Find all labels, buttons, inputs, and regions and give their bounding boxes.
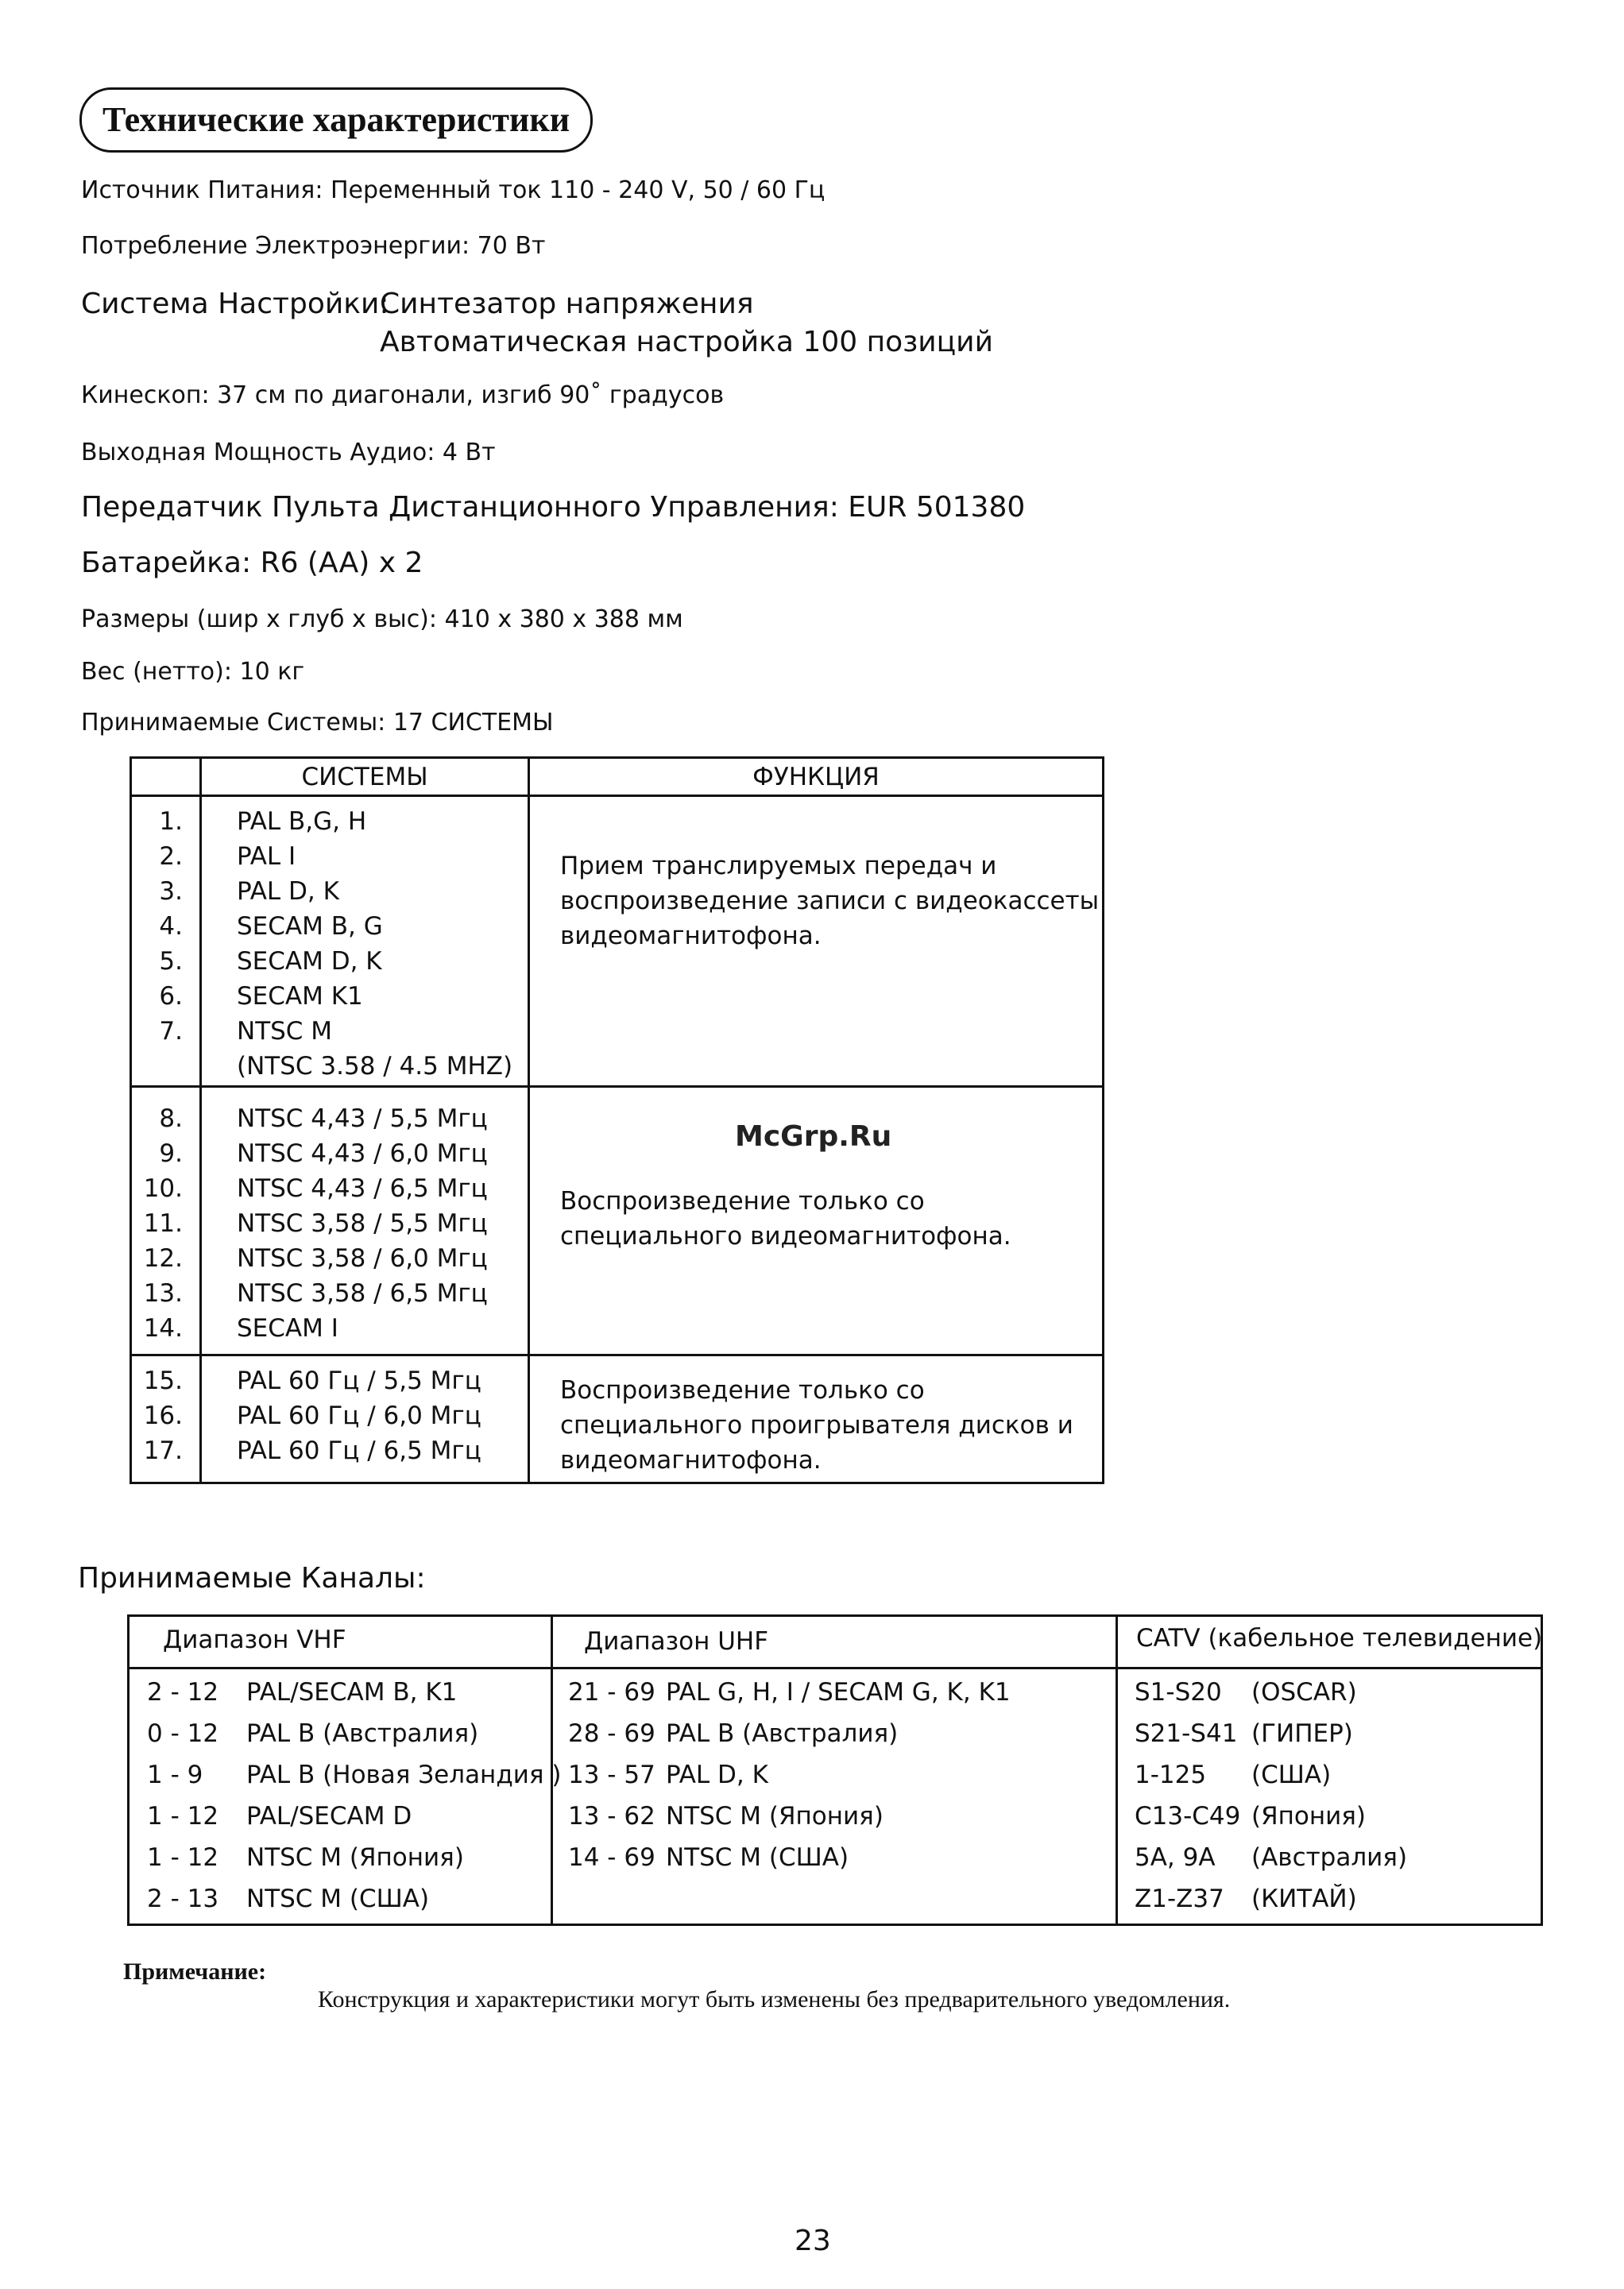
note-text: Конструкция и характеристики могут быть изменены без предварительного уведомления. [318,1986,1231,2013]
uhf-range: 14 - 69 [568,1843,655,1872]
spec-tuning-label: Система Настройки: [81,288,389,320]
catv-system: (КИТАЙ) [1251,1885,1357,1913]
catv-system: (ГИПЕР) [1251,1719,1353,1748]
vhf-system: PAL B (Австралия) [246,1719,479,1748]
spec-picture-tube: Кинескоп: 37 см по диагонали, изгиб 90˚ градусов [81,381,725,409]
vhf-range: 1 - 12 [147,1802,219,1831]
system-name: NTSC 3,58 / 6,5 Мгц [237,1279,488,1308]
vhf-range: 1 - 9 [147,1761,203,1789]
spec-battery: Батарейка: R6 (AA) x 2 [81,547,423,579]
system-name: NTSC 4,43 / 6,5 Мгц [237,1174,488,1203]
uhf-system: PAL D, K [666,1761,768,1789]
function-header: ФУНКЦИЯ [752,763,880,791]
system-name: PAL B,G, H [237,807,367,836]
table-divider [199,756,202,1484]
uhf-system: NTSC M (США) [666,1843,849,1872]
vhf-range: 2 - 12 [147,1678,219,1707]
vhf-range: 2 - 13 [147,1885,219,1913]
uhf-range: 13 - 62 [568,1802,655,1831]
table-divider [130,795,1104,797]
function-text: Прием транслируемых передач и [560,852,997,880]
systems-header: СИСТЕМЫ [301,763,428,791]
spec-tuning-line2: Автоматическая настройка 100 позиций [380,326,993,358]
function-text: специального видеомагнитофона. [560,1222,1011,1251]
system-name: SECAM B, G [237,912,383,941]
catv-range: Z1-Z37 [1135,1885,1224,1913]
watermark: McGrp.Ru [735,1120,892,1153]
catv-range: 5A, 9A [1135,1843,1216,1872]
system-name: NTSC 4,43 / 6,0 Мгц [237,1139,488,1168]
function-text: Воспроизведение только со [560,1187,925,1216]
system-number: 5. [159,947,183,976]
system-number: 3. [159,877,183,906]
uhf-header: Диапазон UHF [584,1627,769,1656]
note-heading: Примечание: [123,1958,267,1985]
system-number: 10. [143,1174,183,1203]
catv-system: (OSCAR) [1251,1678,1357,1707]
system-number: 12. [143,1244,183,1273]
vhf-system: PAL/SECAM D [246,1802,412,1831]
spec-power-source: Источник Питания: Переменный ток 110 - 240 V, 50 / 60 Гц [81,176,826,204]
table-divider [1116,1614,1118,1926]
catv-range: C13-C49 [1135,1802,1241,1831]
spec-remote: Передатчик Пульта Дистанционного Управления: EUR 501380 [81,491,1026,524]
system-number: 11. [143,1209,183,1238]
uhf-system: NTSC M (Япония) [666,1802,884,1831]
system-number: 16. [143,1402,183,1430]
system-number: 1. [159,807,183,836]
table-divider [528,756,530,1484]
system-name: SECAM D, K [237,947,382,976]
spec-systems: Принимаемые Системы: 17 СИСТЕМЫ [81,709,554,737]
catv-system: (Япония) [1251,1802,1367,1831]
uhf-system: PAL G, H, I / SECAM G, K, K1 [666,1678,1011,1707]
system-name: NTSC 4,43 / 5,5 Мгц [237,1104,488,1133]
system-name: SECAM I [237,1314,338,1343]
system-name: NTSC M [237,1017,333,1046]
uhf-system: PAL B (Австралия) [666,1719,899,1748]
uhf-range: 13 - 57 [568,1761,655,1789]
system-name: NTSC 3,58 / 5,5 Мгц [237,1209,488,1238]
system-number: 15. [143,1367,183,1395]
function-text: специального проигрывателя дисков и [560,1411,1073,1440]
system-name: PAL 60 Гц / 6,5 Мгц [237,1436,481,1465]
spec-power-consumption: Потребление Электроэнергии: 70 Вт [81,232,546,260]
catv-range: 1-125 [1135,1761,1207,1789]
spec-audio-output: Выходная Мощность Аудио: 4 Вт [81,439,496,466]
system-number: 4. [159,912,183,941]
vhf-system: PAL/SECAM B, K1 [246,1678,458,1707]
system-name: PAL 60 Гц / 6,0 Мгц [237,1402,481,1430]
vhf-system: PAL B (Новая Зеландия ) [246,1761,562,1789]
system-number: 6. [159,982,183,1011]
system-number: 14. [143,1314,183,1343]
channels-label: Принимаемые Каналы: [78,1562,426,1595]
catv-range: S21-S41 [1135,1719,1238,1748]
system-number: 13. [143,1279,183,1308]
vhf-range: 0 - 12 [147,1719,219,1748]
spec-weight: Вес (нетто): 10 кг [81,658,305,686]
system-number: 2. [159,842,183,871]
table-divider [130,1085,1104,1088]
table-divider [127,1667,1543,1669]
catv-range: S1-S20 [1135,1678,1222,1707]
system-name: NTSC 3,58 / 6,0 Мгц [237,1244,488,1273]
table-divider [130,1354,1104,1356]
page-number: 23 [795,2225,831,2257]
system-number: 17. [143,1436,183,1465]
catv-system: (Австралия) [1251,1843,1408,1872]
function-text: воспроизведение записи с видеокассеты [560,887,1100,915]
uhf-range: 28 - 69 [568,1719,655,1748]
system-name: (NTSC 3.58 / 4.5 MHZ) [237,1052,513,1081]
vhf-range: 1 - 12 [147,1843,219,1872]
system-name: PAL 60 Гц / 5,5 Мгц [237,1367,481,1395]
system-number: 7. [159,1017,183,1046]
system-name: PAL I [237,842,296,871]
spec-tuning-line1: Синтезатор напряжения [380,288,754,320]
system-number: 9. [159,1139,183,1168]
vhf-system: NTSC M (Япония) [246,1843,464,1872]
catv-system: (США) [1251,1761,1332,1789]
page-title: Технические характеристики [79,87,593,153]
uhf-range: 21 - 69 [568,1678,655,1707]
system-name: PAL D, K [237,877,339,906]
spec-dimensions: Размеры (шир x глуб x выс): 410 x 380 x 388 мм [81,605,683,633]
function-text: Воспроизведение только со [560,1376,925,1405]
system-name: SECAM K1 [237,982,363,1011]
catv-header: CATV (кабельное телевидение) [1136,1624,1543,1653]
vhf-header: Диапазон VHF [163,1626,346,1654]
function-text: видеомагнитофона. [560,1446,822,1475]
vhf-system: NTSC M (США) [246,1885,430,1913]
function-text: видеомагнитофона. [560,922,822,950]
system-number: 8. [159,1104,183,1133]
